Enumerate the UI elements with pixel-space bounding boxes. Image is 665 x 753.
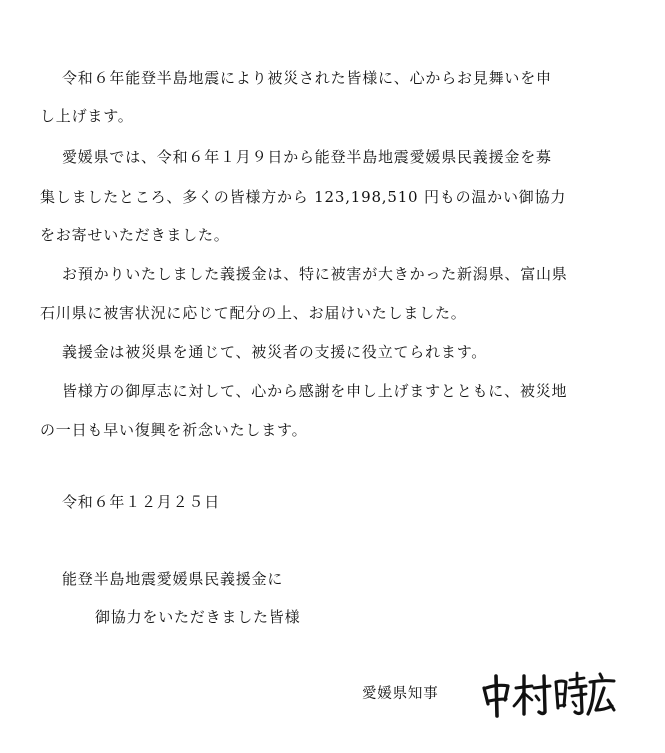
paragraph-2-line-2: 集しましたところ、多くの皆様方から 123,198,510 円もの温かい御協力 [40,188,567,206]
paragraph-2-line-3: をお寄せいただきました。 [40,226,230,244]
paragraph-4-line-1: 義援金は被災県を通じて、被災者の支援に役立てられます。 [62,343,488,361]
addressee-line-2: 御協力をいただきました皆様 [95,608,301,626]
paragraph-5-line-2: の一日も早い復興を祈念いたします。 [40,421,308,439]
paragraph-1-line-2: し上げます。 [40,107,134,125]
signer-title: 愛媛県知事 [362,686,439,702]
paragraph-2-line-1: 愛媛県では、令和６年１月９日から能登半島地震愛媛県民義援金を募 [62,148,552,166]
paragraph-5-line-1: 皆様方の御厚志に対して、心から感謝を申し上げますとともに、被災地 [62,382,568,400]
addressee-line-1: 能登半島地震愛媛県民義援金に [62,570,284,588]
paragraph-1-line-1: 令和６年能登半島地震により被災された皆様に、心からお見舞いを申 [62,69,552,87]
paragraph-3-line-1: お預かりいたしました義援金は、特に被害が大きかった新潟県、富山県 [62,265,568,283]
handwritten-signature [478,668,618,720]
letter-date: 令和６年１２月２５日 [62,493,221,511]
paragraph-3-line-2: 石川県に被害状況に応じて配分の上、お届けいたしました。 [40,304,467,322]
